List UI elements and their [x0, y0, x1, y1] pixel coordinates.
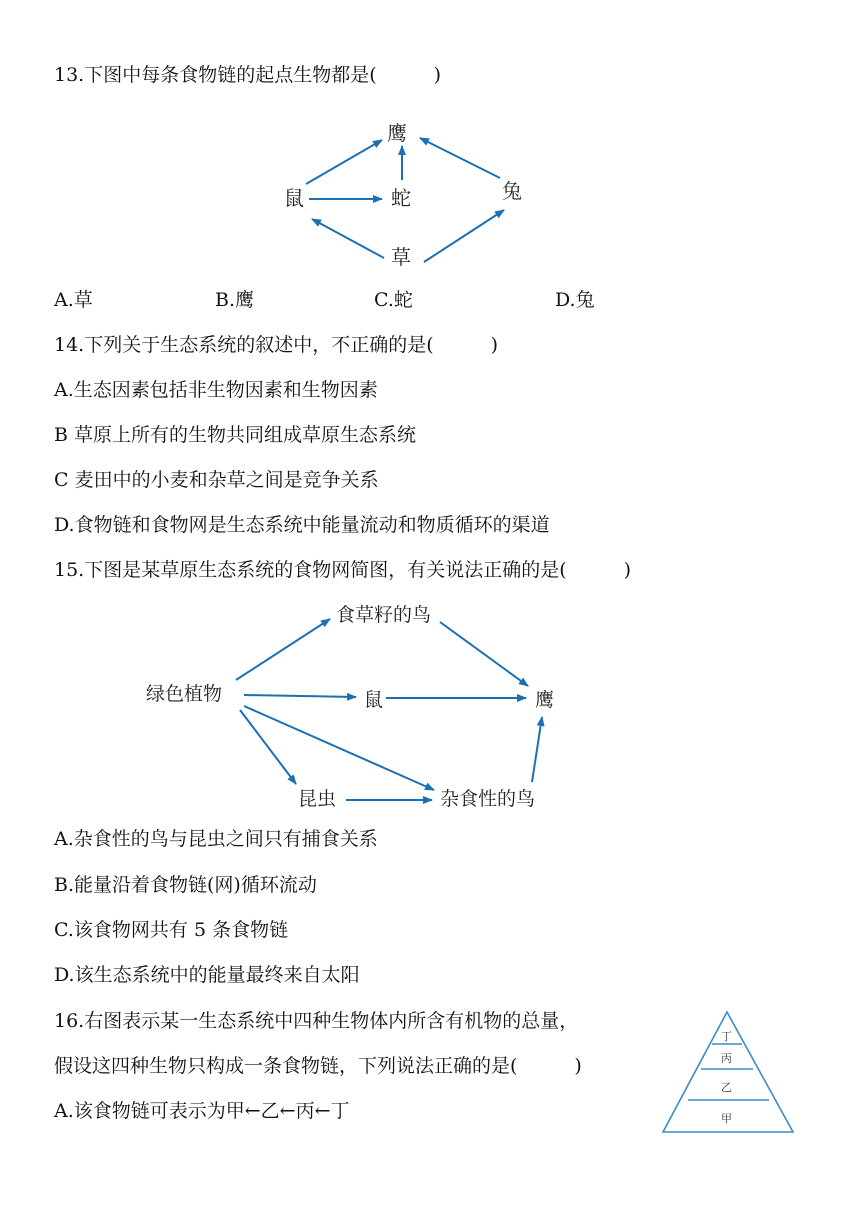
q15-arrow-omnivore-hawk [532, 717, 542, 782]
q16-option-a: A.该食物链可表示为甲←乙←丙←丁 [54, 1100, 350, 1122]
q15-option-d: D.该生态系统中的能量最终来自太阳 [54, 964, 360, 986]
q16-pyramid-label-ding: 丁 [721, 1030, 732, 1043]
q15-node-hawk: 鹰 [535, 689, 555, 711]
q16-pyramid-label-bing: 丙 [721, 1052, 732, 1065]
q15-node-seed-bird: 食草籽的鸟 [336, 604, 432, 626]
q16-stem-line1: 16.右图表示某一生态系统中四种生物体内所含有机物的总量， [54, 1010, 579, 1032]
q14-option-a: A.生态因素包括非生物因素和生物因素 [54, 379, 378, 401]
q15-option-b: B.能量沿着食物链(网)循环流动 [54, 874, 317, 896]
q13-option-b: B.鹰 [215, 289, 255, 311]
q15-node-omnivore-bird: 杂食性的鸟 [440, 788, 536, 810]
q16-pyramid-label-jia: 甲 [721, 1112, 732, 1125]
q15-arrow-seedbird-hawk [440, 622, 528, 686]
q13-option-a: A.草 [54, 289, 93, 311]
q13-node-snake: 蛇 [391, 186, 411, 210]
q13-node-hawk: 鹰 [387, 121, 407, 145]
q15-food-web-diagram [146, 604, 554, 810]
q15-stem: 15.下图是某草原生态系统的食物网简图，有关说法正确的是( ) [54, 559, 632, 581]
q15-arrows [236, 619, 542, 800]
q15-arrow-plant-omnivore [244, 706, 434, 790]
q14-stem: 14.下列关于生态系统的叙述中，不正确的是( ) [54, 334, 499, 356]
q13-option-d: D.兔 [555, 289, 595, 311]
q13-node-grass: 草 [391, 245, 411, 269]
q13-node-mouse: 鼠 [284, 186, 304, 210]
q15-option-c: C.该食物网共有 5 条食物链 [54, 919, 289, 941]
q14-option-d: D.食物链和食物网是生态系统中能量流动和物质循环的渠道 [54, 514, 550, 536]
q15-node-mouse: 鼠 [364, 689, 384, 711]
q15-option-a: A.杂食性的鸟与昆虫之间只有捕食关系 [54, 828, 378, 850]
q16-stem-line2: 假设这四种生物只构成一条食物链，下列说法正确的是( ) [54, 1055, 582, 1077]
q15-node-green-plant: 绿色植物 [146, 683, 223, 705]
q13-arrow-grass-mouse [312, 219, 384, 258]
q13-arrow-grass-rabbit [424, 210, 504, 262]
q13-node-rabbit: 兔 [502, 179, 522, 203]
q13-arrow-rabbit-hawk [420, 138, 500, 178]
q13-option-c: C.蛇 [374, 289, 413, 311]
q13-arrow-mouse-hawk [306, 140, 382, 184]
q15-node-insect: 昆虫 [298, 788, 337, 810]
q15-arrow-plant-insect [240, 710, 296, 784]
q15-arrow-plant-seedbird [236, 619, 330, 680]
q16-pyramid-diagram [663, 1012, 793, 1132]
q13-stem: 13.下图中每条食物链的起点生物都是( ) [54, 64, 442, 86]
q14-option-c: C 麦田中的小麦和杂草之间是竞争关系 [54, 469, 379, 491]
q16-pyramid-label-yi: 乙 [721, 1081, 732, 1094]
q14-option-b: B 草原上所有的生物共同组成草原生态系统 [54, 424, 417, 446]
q15-arrow-plant-mouse [244, 695, 356, 697]
